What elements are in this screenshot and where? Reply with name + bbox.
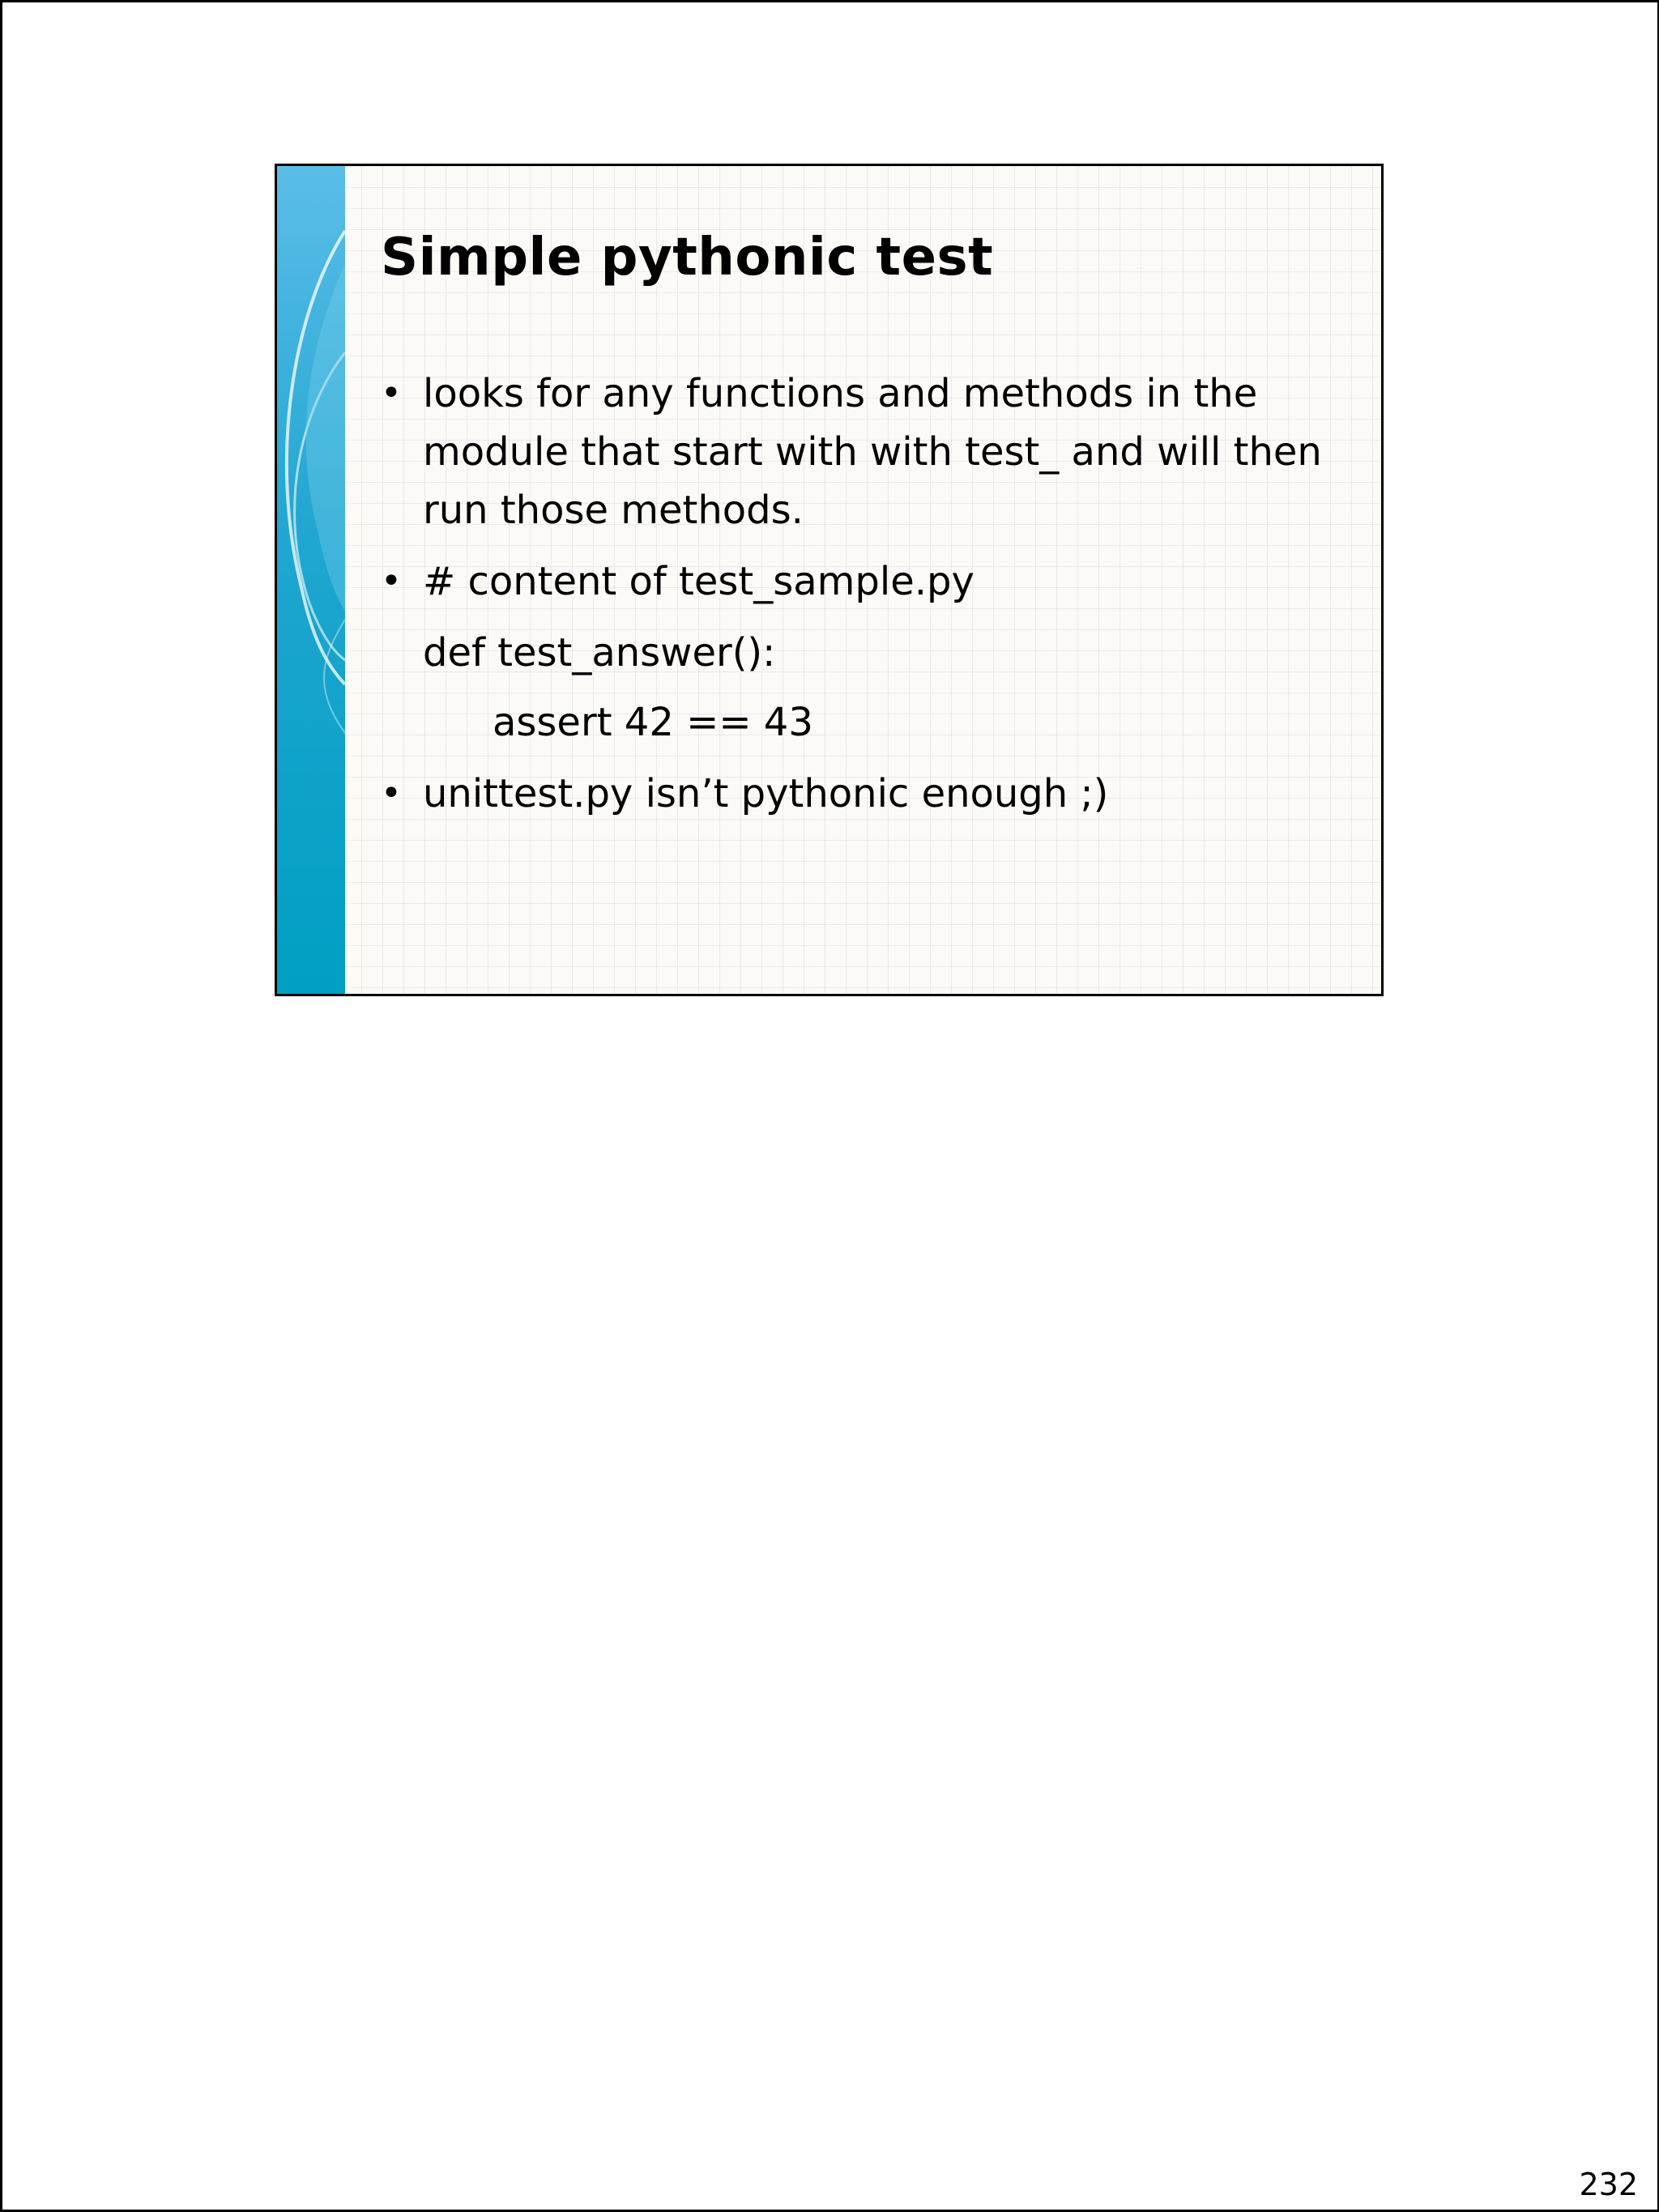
slide-decorative-band	[277, 166, 352, 994]
bullet-icon: •	[381, 560, 402, 602]
bullet-icon: •	[381, 773, 402, 814]
bullet-text: unittest.py isn’t pythonic enough ;)	[423, 771, 1109, 816]
bullet-item	[381, 765, 1337, 823]
bullet-text: # content of test_sample.py	[423, 559, 975, 604]
slide	[275, 164, 1384, 996]
bullet-item	[381, 552, 1337, 611]
bullet-item	[381, 364, 1337, 539]
bullet-icon: •	[381, 373, 402, 414]
slide-body	[381, 364, 1337, 823]
code-line-indented: assert 42 == 43	[493, 700, 813, 745]
page-number: 232	[1579, 2167, 1638, 2202]
code-line: def test_answer():	[423, 630, 776, 676]
bullet-text: looks for any functions and methods in the module that start with with test_ and will then run those methods.	[423, 371, 1322, 533]
slide-title: Simple pythonic test	[381, 228, 994, 288]
